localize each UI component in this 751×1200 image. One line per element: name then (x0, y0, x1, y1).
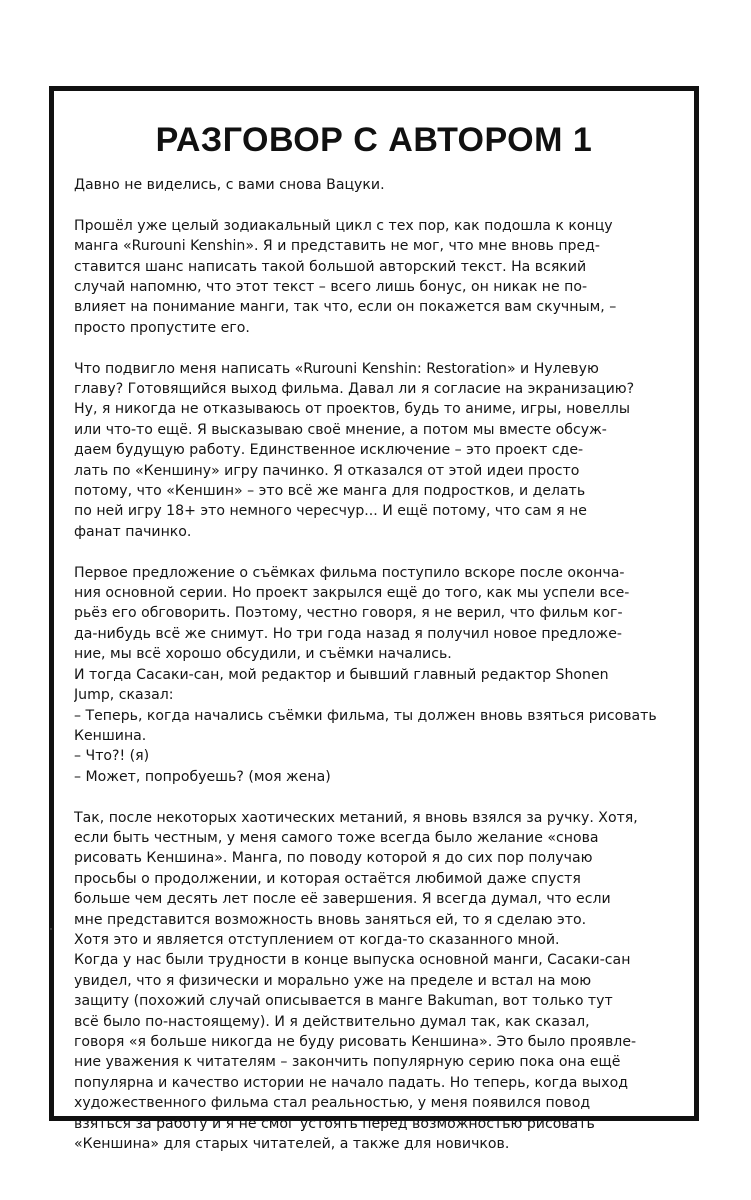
scan-speck (50, 928, 52, 930)
text-line: фанат пачинко. (74, 523, 192, 540)
text-line: рисовать Кеншина». Манга, по поводу которой я до сих пор получаю (74, 850, 593, 867)
text-line: потому, что «Кеншин» – это всё же манга для подростков, и делать (74, 483, 586, 500)
text-line: манга «Rurouni Kenshin». Я и представить не мог, что мне вновь пред- (74, 238, 601, 255)
paragraph-4 (74, 808, 674, 1155)
text-line: если быть честным, у меня самого тоже всегда было желание «снова (74, 829, 599, 846)
text-line: Давно не виделись, с вами снова Вацуки. (74, 177, 385, 193)
dialogue-line: – Может, попробуешь? (моя жена) (74, 768, 331, 785)
text-line: ние, мы всё хорошо обсудили, и съёмки начались. (74, 646, 452, 663)
dialogue-line: Кеншина. (74, 727, 147, 744)
text-line: взяться за работу и я не смог устоять перед возможностью рисовать (74, 1115, 595, 1132)
text-line: художественного фильма стал реальностью, у меня появился повод (74, 1095, 591, 1112)
page-title: РАЗГОВОР С АВТОРОМ 1 (155, 121, 593, 159)
text-line: или что-то ещё. Я высказываю своё мнение, а потом мы вместе обсуж- (74, 421, 607, 438)
text-line: Когда у нас были трудности в конце выпуска основной манги, Сасаки-сан (74, 952, 631, 969)
text-line: даем будущую работу. Единственное исключение – это проект сде- (74, 442, 584, 459)
text-line: ние уважения к читателям – закончить популярную серию пока она ещё (74, 1054, 621, 1071)
text-line: Прошёл уже целый зодиакальный цикл с тех пор, как подошла к концу (74, 217, 613, 234)
text-line: защиту (похожий случай описывается в манге Bakuman, вот только тут (74, 993, 613, 1010)
text-line: ставится шанс написать такой большой авторский текст. На всякий (74, 258, 587, 275)
paragraph-2 (74, 359, 674, 543)
text-line: популярна и качество истории не начало падать. Но теперь, когда выход (74, 1074, 629, 1091)
paragraph-1 (74, 216, 674, 338)
text-line: Хотя это и является отступлением от когда-то сказанного мной. (74, 931, 560, 948)
text-line: И тогда Сасаки-сан, мой редактор и бывший главный редактор Shonen (74, 666, 609, 683)
dialogue-line: – Что?! (я) (74, 748, 150, 765)
text-panel (49, 86, 699, 1153)
text-line: всё было по-настоящему). И я действительно думал так, как сказал, (74, 1013, 590, 1030)
text-line: случай напомню, что этот текст – всего лишь бонус, он никак не по- (74, 279, 588, 296)
article-body (74, 175, 674, 1175)
text-line: Ну, я никогда не отказываюсь от проектов, будь то аниме, игры, новеллы (74, 401, 631, 418)
text-line: больше чем десять лет после её завершения. Я всегда думал, что если (74, 891, 611, 908)
text-line: просьбы о продолжении, и которая остаётся любимой даже спустя (74, 870, 581, 887)
text-line: влияет на понимание манги, так что, если он покажется вам скучным, – (74, 299, 617, 316)
text-line: лать по «Кеншину» игру пачинко. Я отказался от этой идеи просто (74, 462, 580, 479)
text-line: Первое предложение о съёмках фильма поступило вскоре после оконча- (74, 564, 625, 581)
text-line: Jump, сказал: (74, 687, 174, 704)
text-line: говоря «я больше никогда не буду рисовать Кеншина». Это было проявле- (74, 1034, 637, 1050)
text-line: просто пропустите его. (74, 319, 250, 336)
text-line: по ней игру 18+ это немного чересчур... И ещё потому, что сам я не (74, 503, 587, 520)
dialogue-block (74, 706, 674, 788)
paragraph-3 (74, 563, 674, 706)
text-line: ния основной серии. Но проект закрылся ещё до того, как мы успели все- (74, 585, 630, 602)
text-line: Так, после некоторых хаотических метаний, я вновь взялся за ручку. Хотя, (74, 809, 638, 826)
text-line: главу? Готовящийся выход фильма. Давал ли я согласие на экранизацию? (74, 381, 635, 398)
text-line: «Кеншина» для старых читателей, а также для новичков. (74, 1136, 510, 1153)
text-line: мне представится возможность вновь заняться ей, то я сделаю это. (74, 911, 587, 928)
text-line: увидел, что я физически и морально уже на пределе и встал на мою (74, 972, 592, 989)
dialogue-line: – Теперь, когда начались съёмки фильма, ты должен вновь взяться рисовать (74, 707, 657, 724)
text-line: рьёз его обговорить. Поэтому, честно говоря, я не верил, что фильм ког- (74, 605, 623, 622)
text-line: да-нибудь всё же снимут. Но три года назад я получил новое предложе- (74, 625, 623, 642)
greeting-paragraph (74, 175, 674, 195)
text-line: Что подвигло меня написать «Rurouni Kenshin: Restoration» и Нулевую (74, 360, 599, 377)
